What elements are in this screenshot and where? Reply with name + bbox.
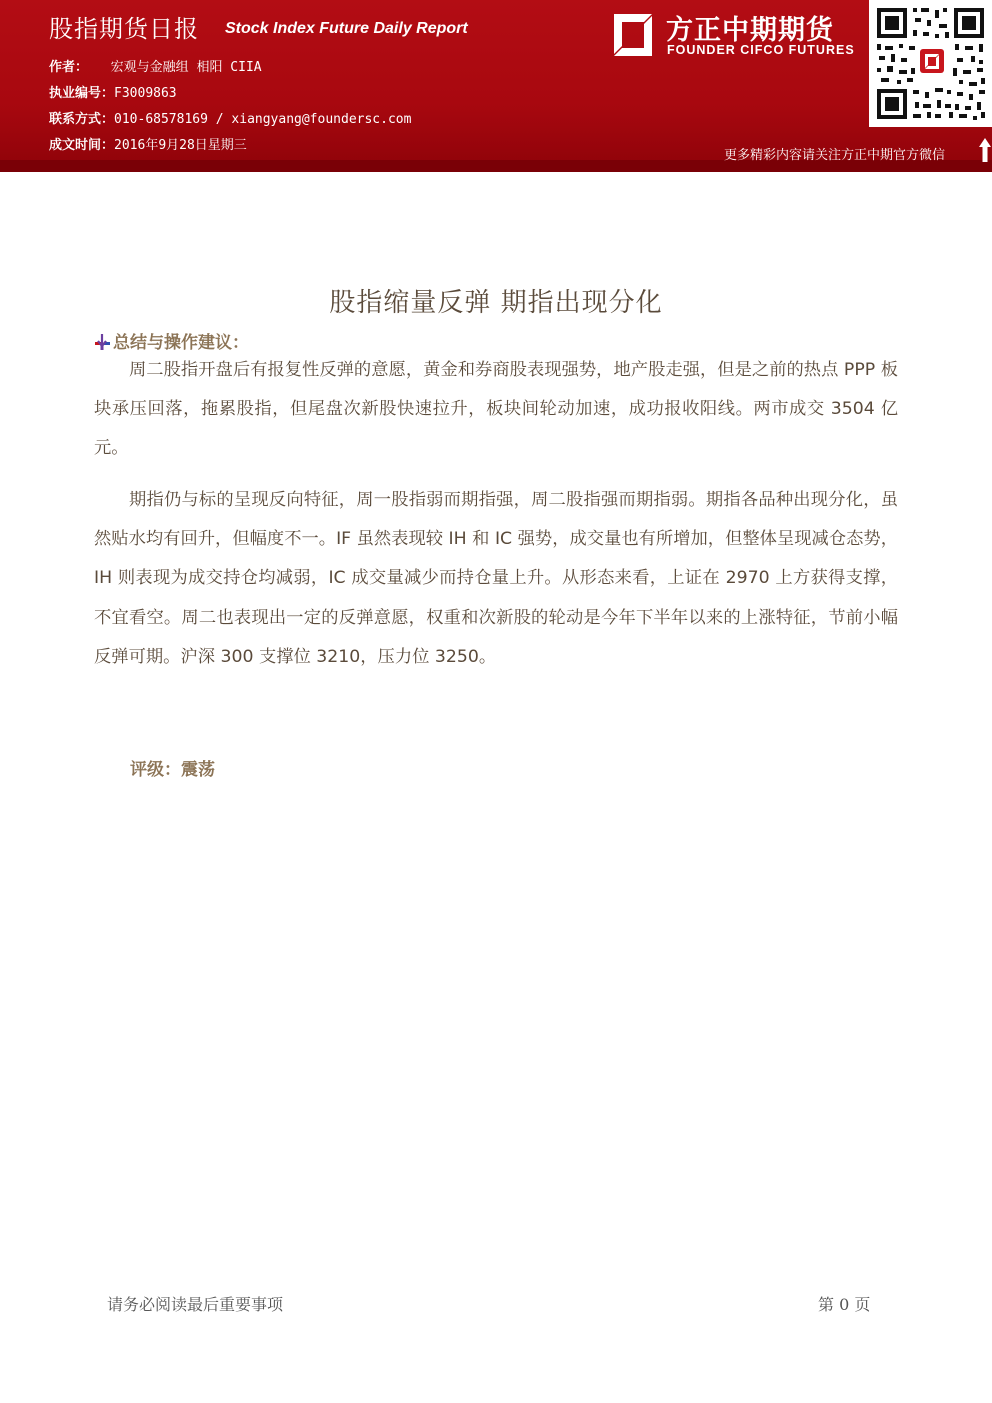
license-value: F3009863 xyxy=(114,86,177,101)
contact-value[interactable]: 010-68578169 / xiangyang@foundersc.com xyxy=(114,112,412,127)
report-header xyxy=(0,0,992,172)
license-label: 执业编号： xyxy=(49,86,115,101)
page-number: 第 0 页 xyxy=(818,1295,871,1314)
section-title-text: 总结与操作建议： xyxy=(113,333,249,353)
rating: 评级：震荡 xyxy=(130,760,215,780)
contact-line xyxy=(49,108,411,127)
section-title xyxy=(94,328,249,353)
brand-logo-icon xyxy=(608,10,658,60)
arrow-up-icon xyxy=(978,137,992,163)
contact-label: 联系方式： xyxy=(49,112,115,127)
date-label: 成文时间： xyxy=(49,138,115,153)
article-heading: 股指缩量反弹 期指出现分化 xyxy=(329,288,663,318)
brand-logo xyxy=(608,8,868,64)
follow-wechat-text: 更多精彩内容请关注方正中期官方微信 xyxy=(724,148,946,163)
report-title-cn: 股指期货日报 xyxy=(49,15,199,43)
author-value: 宏观与金融组 相阳 CIIA xyxy=(110,60,262,75)
author-line xyxy=(49,56,262,75)
paragraph-1: 周二股指开盘后有报复性反弹的意愿，黄金和券商股表现强势，地产股走强，但是之前的热点 PPP 板块承压回落，拖累股指，但尾盘次新股快速拉升，板块间轮动加速，成功报收阳线。两市成交 3504 亿元。 xyxy=(94,360,898,459)
license-line xyxy=(49,82,177,101)
date-value: 2016年9月28日星期三 xyxy=(114,138,247,153)
author-label: 作者： xyxy=(49,60,89,75)
brand-name-en: FOUNDER CIFCO FUTURES xyxy=(667,43,855,57)
wechat-qr-code[interactable] xyxy=(869,0,992,127)
paragraph-2: 期指仍与标的呈现反向特征，周一股指弱而期指强，周二股指强而期指弱。期指各品种出现分化，虽然贴水均有回升，但幅度不一。IF 虽然表现较 IH 和 IC 强势，成交量也有所增加，但整体呈现减仓态势，IH 则表现为成交持仓均减弱，IC 成交量减少而持仓量上升。从形态来看，上证在 2970 上方获得支撑，不宜看空。周二也表现出一定的反弹意愿，权重和次新股的轮动是今年下半年以来的上涨特征，节前小幅反弹可期。沪深 300 支撑位 3210，压力位 3250。 xyxy=(94,490,898,667)
arrow-down-bullet-icon xyxy=(94,333,110,351)
footer-notice: 请务必阅读最后重要事项 xyxy=(107,1295,284,1314)
date-line xyxy=(49,134,247,153)
brand-name-cn: 方正中期期货 xyxy=(666,15,834,46)
report-title-en: Stock Index Future Daily Report xyxy=(225,20,468,37)
